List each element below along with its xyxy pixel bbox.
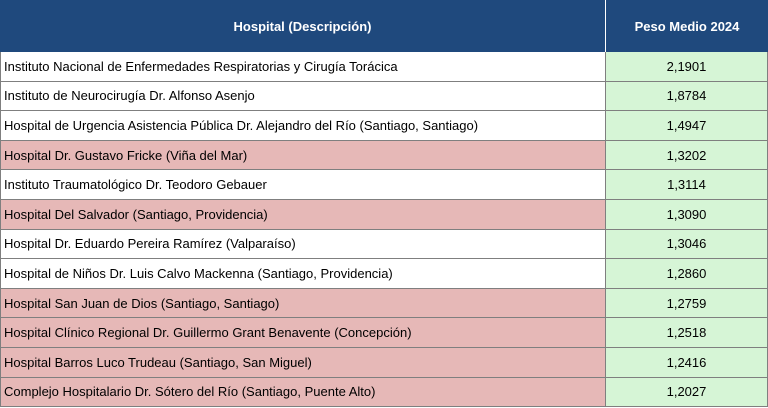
header-hospital: Hospital (Descripción) <box>0 0 606 52</box>
peso-medio-value: 1,2518 <box>606 318 768 347</box>
peso-medio-value: 1,3114 <box>606 170 768 199</box>
table-row <box>0 289 768 319</box>
table-row <box>0 259 768 289</box>
peso-medio-value: 1,4947 <box>606 111 768 140</box>
table-row <box>0 378 768 408</box>
table-row <box>0 82 768 112</box>
hospital-name: Hospital Barros Luco Trudeau (Santiago, San Miguel) <box>0 348 606 377</box>
peso-medio-value: 1,3090 <box>606 200 768 229</box>
table-row <box>0 318 768 348</box>
table-row <box>0 170 768 200</box>
peso-medio-value: 1,2860 <box>606 259 768 288</box>
table-row <box>0 52 768 82</box>
table-row <box>0 141 768 171</box>
hospital-name: Hospital Dr. Gustavo Fricke (Viña del Mar) <box>0 141 606 170</box>
peso-medio-value: 1,3046 <box>606 230 768 259</box>
table-header <box>0 0 768 52</box>
hospital-name: Hospital de Urgencia Asistencia Pública Dr. Alejandro del Río (Santiago, Santiago) <box>0 111 606 140</box>
hospital-name: Hospital de Niños Dr. Luis Calvo Mackenna (Santiago, Providencia) <box>0 259 606 288</box>
table-body <box>0 52 768 407</box>
hospital-name: Instituto Traumatológico Dr. Teodoro Gebauer <box>0 170 606 199</box>
table-row <box>0 348 768 378</box>
peso-medio-value: 1,3202 <box>606 141 768 170</box>
header-peso-medio: Peso Medio 2024 <box>634 18 740 34</box>
hospital-name: Complejo Hospitalario Dr. Sótero del Río (Santiago, Puente Alto) <box>0 378 606 407</box>
table-row <box>0 200 768 230</box>
peso-medio-value: 1,2027 <box>606 378 768 407</box>
hospital-name: Instituto de Neurocirugía Dr. Alfonso Asenjo <box>0 82 606 111</box>
hospital-name: Hospital San Juan de Dios (Santiago, Santiago) <box>0 289 606 318</box>
hospital-name: Instituto Nacional de Enfermedades Respiratorias y Cirugía Torácica <box>0 52 606 81</box>
hospital-name: Hospital Del Salvador (Santiago, Providencia) <box>0 200 606 229</box>
peso-medio-value: 1,2416 <box>606 348 768 377</box>
table-row <box>0 111 768 141</box>
peso-medio-value: 2,1901 <box>606 52 768 81</box>
hospital-name: Hospital Dr. Eduardo Pereira Ramírez (Valparaíso) <box>0 230 606 259</box>
peso-medio-value: 1,2759 <box>606 289 768 318</box>
peso-medio-value: 1,8784 <box>606 82 768 111</box>
table-row <box>0 230 768 260</box>
hospital-name: Hospital Clínico Regional Dr. Guillermo Grant Benavente (Concepción) <box>0 318 606 347</box>
